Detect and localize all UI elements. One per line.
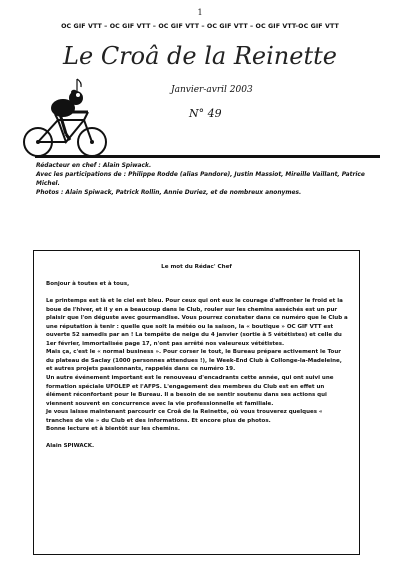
editorial-paragraph: Bonne lecture et à bientôt sur les chemins.	[46, 426, 180, 433]
editorial-body	[46, 280, 349, 451]
editorial-paragraph: Mais ça, c'est le « normal business ». Pour corser le tout, le Bureau prépare activement le Tour du plateau de Saclay (1000 personnes attendues !), le Week-End Club à Collonge-la-Madeleine, et autres projets passionnants, rappelés dans ce numéro 19.	[46, 349, 342, 373]
editorial-paragraph: Je vous laisse maintenant parcourir ce Croâ de la Reinette, où vous trouverez quelques « tranches de vie » du Club et des informations. Et encore plus de photos.	[46, 409, 323, 424]
editorial-paragraph: Le printemps est là et le ciel est bleu. Pour ceux qui ont eux le courage d'affronter le froid et la boue de l'hiver, et il y en a beaucoup dans le Club, rouler sur les chemins asséchés est un pur plaisir que l'on déguste avec gourmandise. Vous pourrez constater dans ce numéro que le Club a une réputation à tenir : quelle que soit la météo ou la saison, la « boutique » OC GIF VTT est ouverte 52 samedis par an ! La tempête de neige du 4 janvier (sortie à 5 vététistes) et celle du 1er février, immortalisée page 17, n'ont pas arrêté nos valeureux vététistes.	[46, 298, 348, 347]
issue-number: N° 49	[189, 107, 222, 120]
frog-cyclist-illustration	[8, 76, 128, 162]
editorial-paragraph: Un autre événement important est le renouveau d'encadrants cette année, qui ont suivi une formation spéciale UFOLEP et l'AFPS. L'engagement des membres du Club est en effet un élément réconfortant pour le Bureau. Il a besoin de se sentir soutenu dans ses actions qui viennent souvent en concurrence avec la vie professionnelle et familiale.	[46, 374, 334, 407]
credits-block	[36, 162, 376, 198]
page-number: 1	[197, 8, 203, 17]
editorial-signature: Alain SPIWACK.	[46, 443, 95, 450]
editorial-heading: Le mot du Rédac' Chef	[161, 264, 232, 270]
newsletter-title: Le Croâ de la Reinette	[63, 42, 337, 70]
editorial-greeting: Bonjour à toutes et à tous,	[46, 281, 130, 287]
header-divider	[35, 155, 380, 158]
issue-date: Janvier-avril 2003	[171, 85, 253, 95]
club-banner: OC GIF VTT – OC GIF VTT – OC GIF VTT – OC GIF VTT – OC GIF VTT-OC GIF VTT	[61, 23, 339, 30]
editor-credit: Rédacteur en chef : Alain Spiwack.	[36, 163, 152, 169]
photos-credit: Photos : Alain Spiwack, Patrick Rollin, Annie Duriez, et de nombreux anonymes.	[36, 190, 302, 196]
participants-credit: Avec les participations de : Philippe Rodde (alias Pandore), Justin Massiot, Mireille Vaillant, Patrice Michel.	[36, 172, 365, 187]
